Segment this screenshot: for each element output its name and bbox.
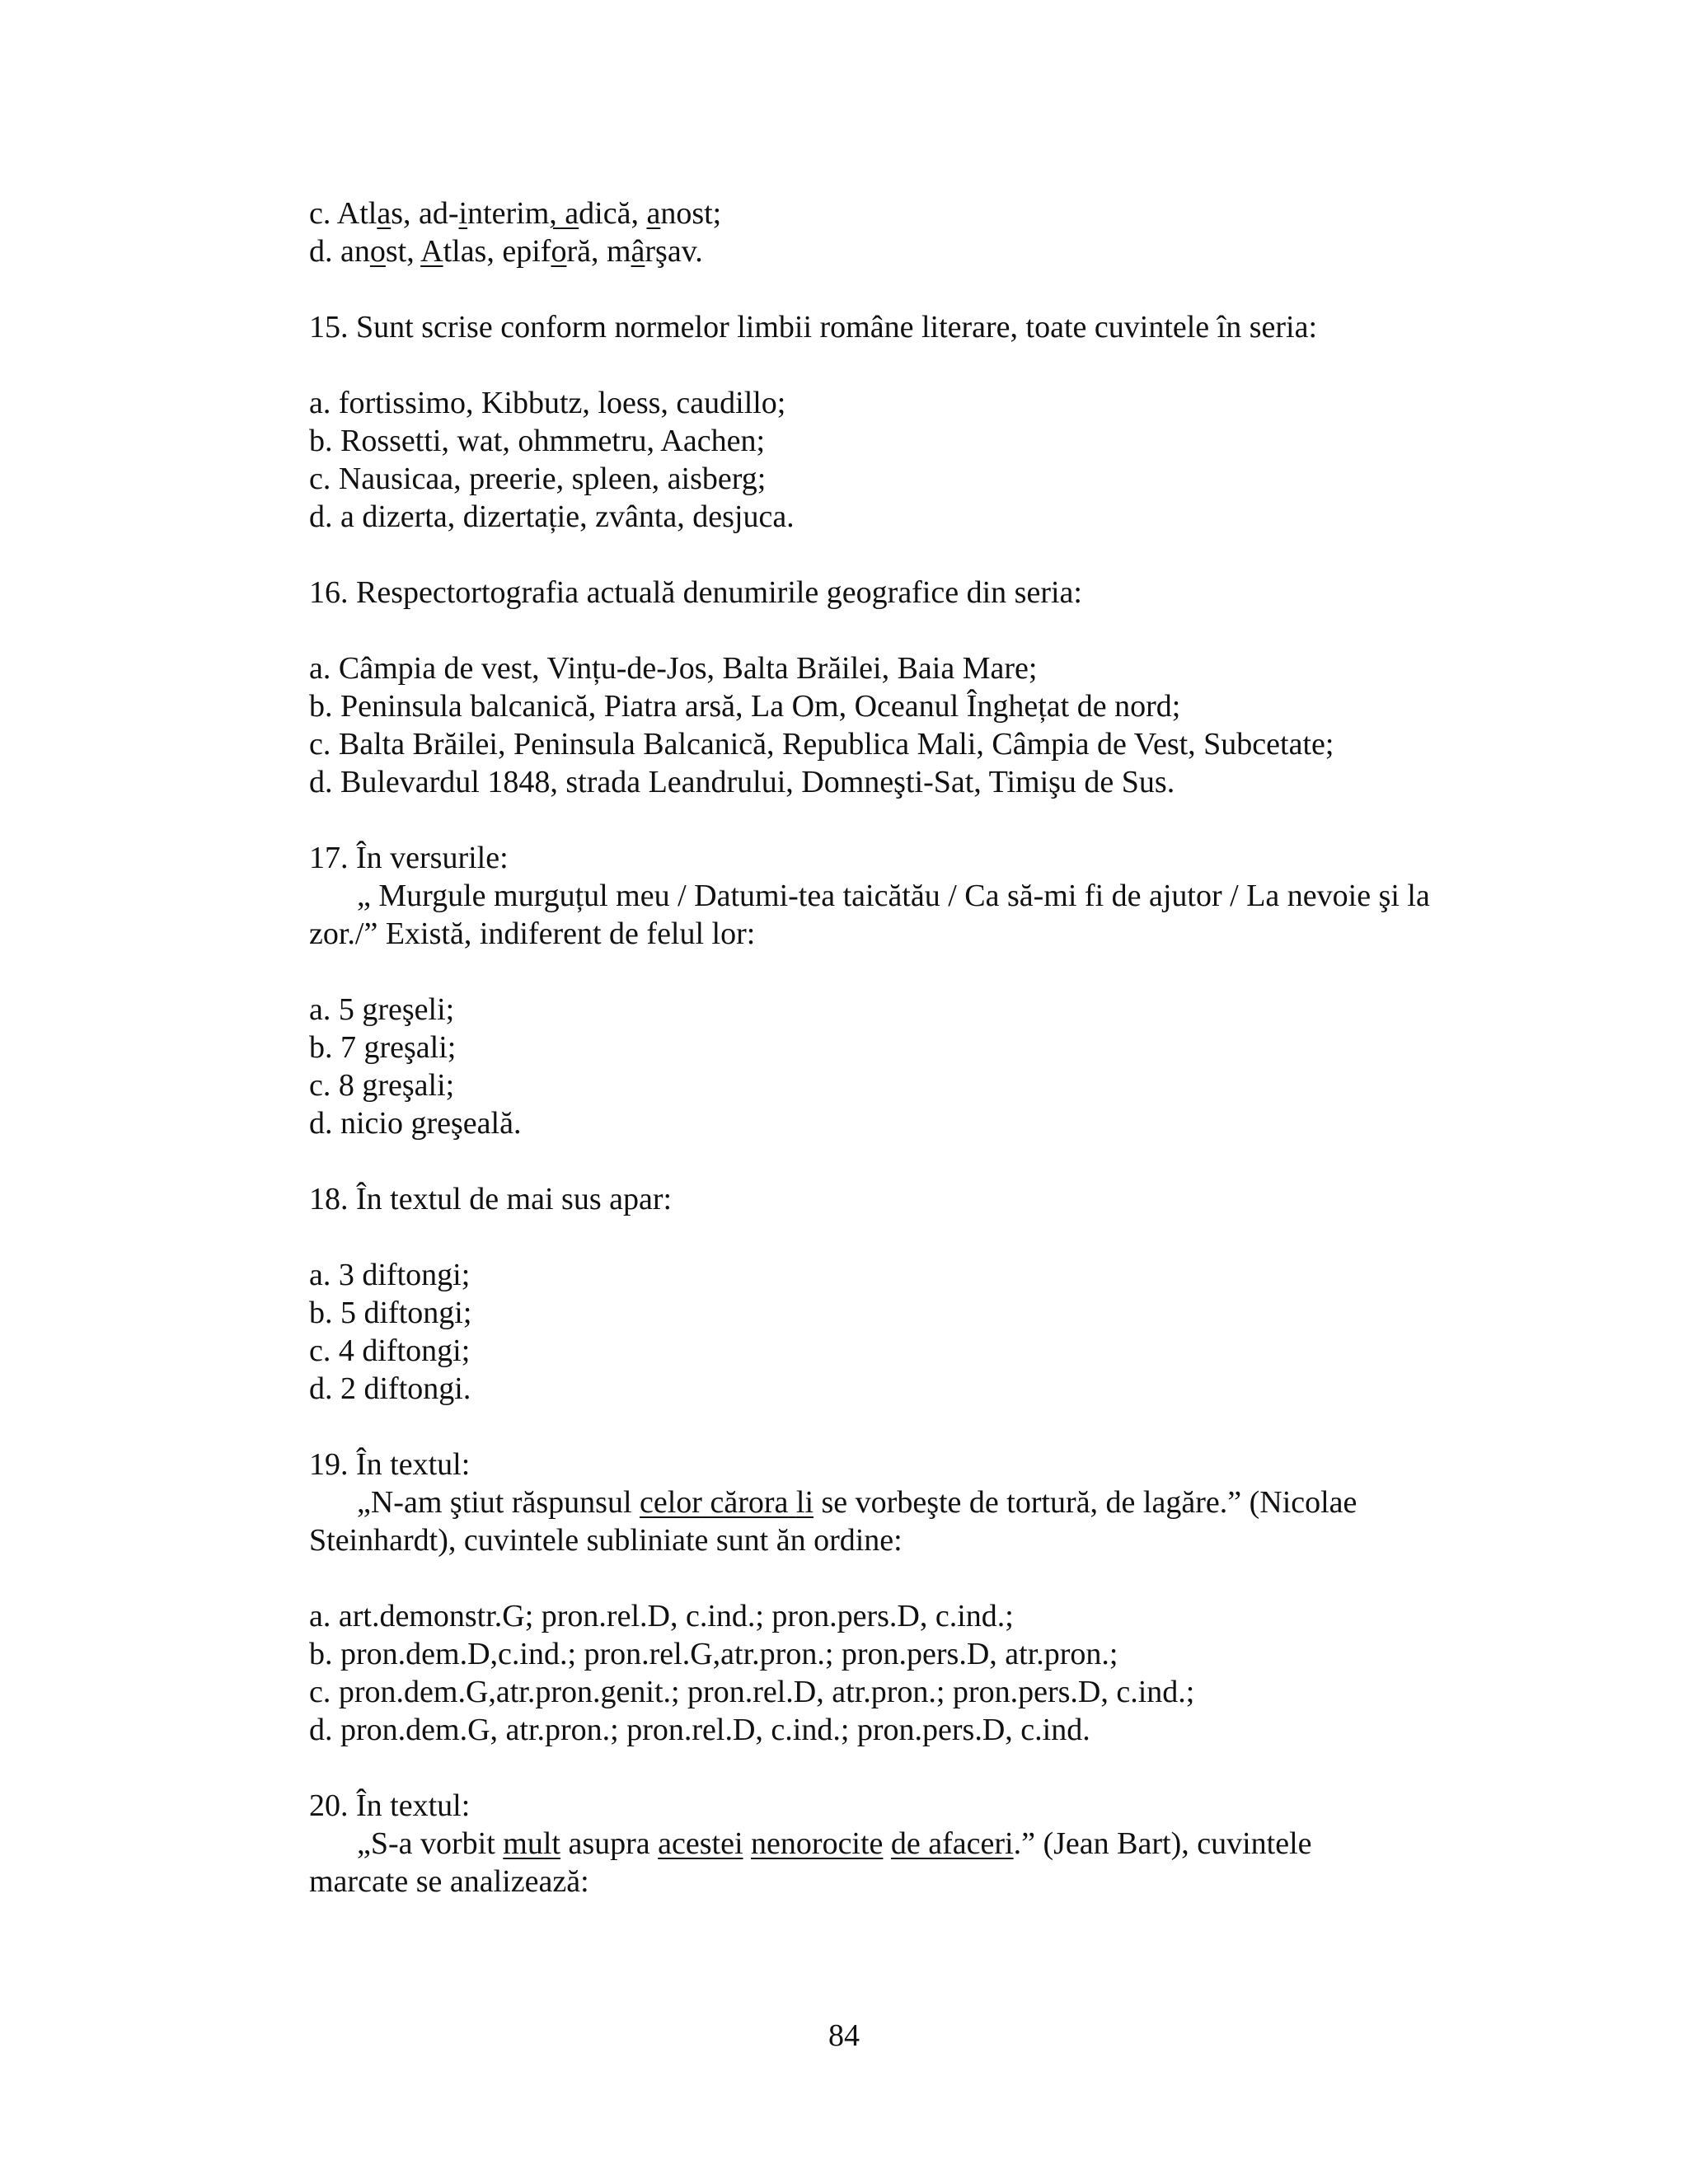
q14-option-d xyxy=(309,232,703,270)
underlined-letter: o xyxy=(369,234,386,269)
underlined-word: de afaceri xyxy=(890,1826,1014,1861)
q19-quote-line2: Steinhardt), cuvintele subliniate sunt ăn ordine: xyxy=(309,1523,903,1558)
text-run: asupra xyxy=(560,1826,659,1861)
text-run xyxy=(743,1826,752,1861)
underlined-word: li xyxy=(795,1485,814,1520)
q18-option-c: c. 4 diftongi; xyxy=(309,1333,471,1368)
q15-option-a: a. fortissimo, Kibbutz, loess, caudillo; xyxy=(309,386,786,420)
q16-stem: 16. Respectortografia actuală denumirile geografice din seria: xyxy=(309,575,1082,610)
text-run: „S-a vorbit xyxy=(357,1826,504,1861)
q19-quote-line1 xyxy=(357,1483,1357,1521)
q17-option-c: c. 8 greşali; xyxy=(309,1068,455,1103)
underlined-letter: o xyxy=(551,234,567,269)
underlined-letter: a xyxy=(646,196,661,231)
q18-option-d: d. 2 diftongi. xyxy=(309,1371,471,1406)
q20-stem: 20. În textul: xyxy=(309,1788,471,1823)
text-run: .” (Jean Bart), cuvintele xyxy=(1013,1826,1312,1861)
text-run: ră, m xyxy=(566,234,631,269)
q20-quote-line2: marcate se analizează: xyxy=(309,1864,589,1899)
q18-stem: 18. În textul de mai sus apar: xyxy=(309,1182,673,1216)
q19-option-c: c. pron.dem.G,atr.pron.genit.; pron.rel.D, atr.pron.; pron.pers.D, c.ind.; xyxy=(309,1675,1195,1709)
q15-stem: 15. Sunt scrise conform normelor limbii române literare, toate cuvintele în seria: xyxy=(309,310,1318,344)
text-run: se vorbeşte de tortură, de lagăre.” (Nicolae xyxy=(814,1485,1357,1520)
text-run: d. an xyxy=(309,234,370,269)
text-run: nost; xyxy=(660,196,722,231)
underlined-word: mult xyxy=(503,1826,560,1861)
q19-option-b: b. pron.dem.D,c.ind.; pron.rel.G,atr.pron.; pron.pers.D, atr.pron.; xyxy=(309,1637,1118,1671)
underlined-letter: A xyxy=(420,234,443,269)
q16-option-d: d. Bulevardul 1848, strada Leandrului, Domneşti-Sat, Timişu de Sus. xyxy=(309,765,1175,799)
q19-stem: 19. În textul: xyxy=(309,1447,471,1482)
underlined-letter: , a xyxy=(549,196,579,231)
text-run: dică, xyxy=(579,196,647,231)
text-run: st, xyxy=(385,234,421,269)
q15-option-b: b. Rossetti, wat, ohmmetru, Aachen; xyxy=(309,424,766,458)
q16-option-b: b. Peninsula balcanică, Piatra arsă, La Om, Oceanul Înghețat de nord; xyxy=(309,689,1181,724)
underlined-word: acestei xyxy=(658,1826,743,1861)
q20-quote-line1 xyxy=(357,1825,1312,1863)
text-run: s, ad- xyxy=(391,196,459,231)
q15-option-c: c. Nausicaa, preerie, spleen, aisberg; xyxy=(309,462,767,496)
q19-option-d: d. pron.dem.G, atr.pron.; pron.rel.D, c.ind.; pron.pers.D, c.ind. xyxy=(309,1713,1090,1747)
q17-option-b: b. 7 greşali; xyxy=(309,1030,457,1065)
q17-quote-line2: zor./” Există, indiferent de felul lor: xyxy=(309,916,756,951)
underlined-word: celor xyxy=(640,1485,702,1520)
page-number: 84 xyxy=(828,2018,860,2053)
q18-option-a: a. 3 diftongi; xyxy=(309,1258,471,1292)
text-run: nterim xyxy=(467,196,550,231)
q16-option-c: c. Balta Brăilei, Peninsula Balcanică, Republica Mali, Câmpia de Vest, Subcetate; xyxy=(309,727,1334,762)
q17-option-d: d. nicio greşeală. xyxy=(309,1106,522,1141)
underlined-letter: i xyxy=(458,196,468,231)
text-run xyxy=(883,1826,891,1861)
q17-quote-line1: „ Murgule murguțul meu / Datumi-tea taicătău / Ca să-mi fi de ajutor / La nevoie şi la xyxy=(357,879,1430,913)
underlined-space xyxy=(788,1485,796,1520)
underlined-word: cărora xyxy=(710,1485,789,1520)
text-run: rşav. xyxy=(645,234,703,269)
underlined-letter: â xyxy=(631,234,645,269)
text-run: „N-am ştiut răspunsul xyxy=(357,1485,640,1520)
text-run: tlas, epif xyxy=(443,234,551,269)
text-run: c. Atl xyxy=(309,196,377,231)
q15-option-d: d. a dizerta, dizertație, zvânta, desjuca. xyxy=(309,499,795,534)
q18-option-b: b. 5 diftongi; xyxy=(309,1296,472,1330)
q17-option-a: a. 5 greşeli; xyxy=(309,992,455,1027)
q16-option-a: a. Câmpia de vest, Vințu-de-Jos, Balta Brăilei, Baia Mare; xyxy=(309,651,1038,686)
underlined-word: nenorocite xyxy=(751,1826,884,1861)
q14-option-c xyxy=(309,194,721,232)
underlined-letter: a xyxy=(377,196,392,231)
q19-option-a: a. art.demonstr.G; pron.rel.D, c.ind.; pron.pers.D, c.ind.; xyxy=(309,1599,1014,1633)
q17-stem: 17. În versurile: xyxy=(309,841,509,875)
